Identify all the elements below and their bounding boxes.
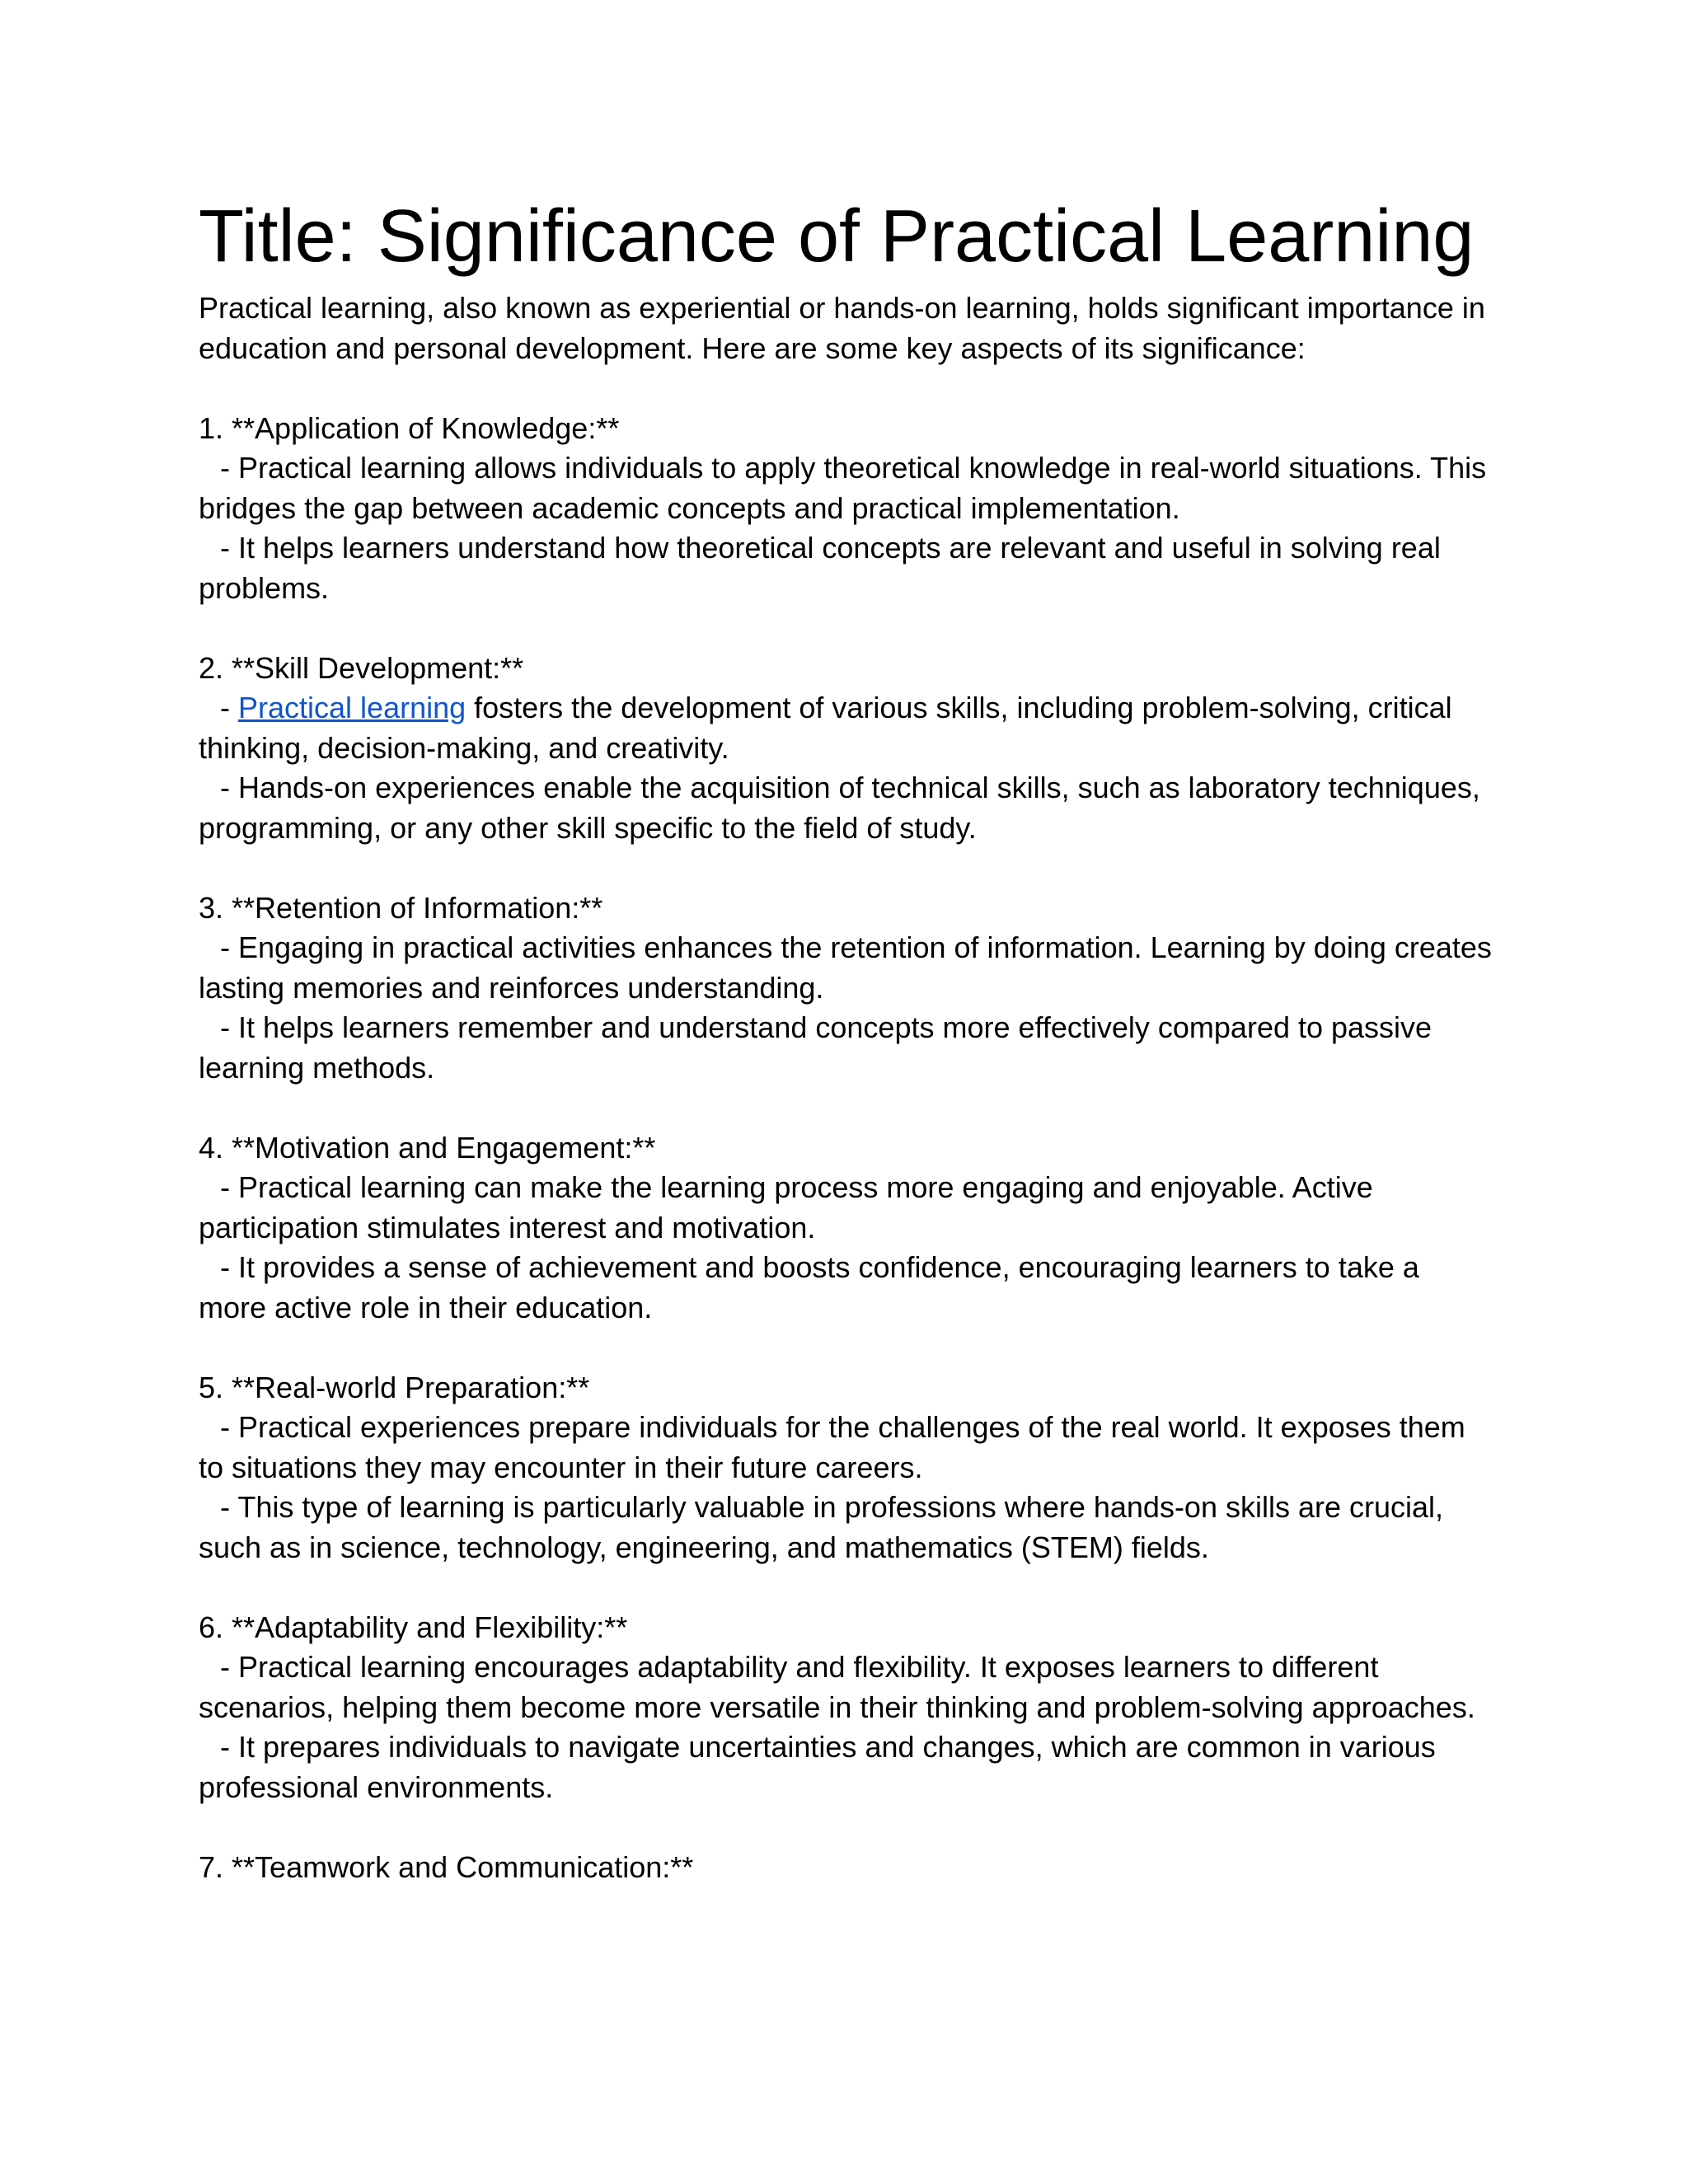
section-adaptability-and-flexibility — [199, 1608, 1493, 1808]
section-heading: 3. **Retention of Information:** — [199, 890, 603, 925]
bullet-item: - It prepares individuals to navigate uncertainties and changes, which are common in various professional environments. — [199, 1730, 1436, 1804]
section-motivation-and-engagement — [199, 1128, 1493, 1329]
bullet-item: - Hands-on experiences enable the acquisition of technical skills, such as laboratory techniques, programming, or any other skill specific to the field of study. — [199, 771, 1480, 845]
section-application-of-knowledge — [199, 409, 1493, 609]
section-heading: 7. **Teamwork and Communication:** — [199, 1849, 694, 1884]
bullet-item: - It helps learners remember and understand concepts more effectively compared to passive learning methods. — [199, 1010, 1432, 1085]
section-heading: 4. **Motivation and Engagement:** — [199, 1130, 656, 1165]
bullet-item: - It helps learners understand how theoretical concepts are relevant and useful in solving real problems. — [199, 531, 1441, 605]
section-teamwork-and-communication — [199, 1848, 1493, 1888]
bullet-item: - Practical learning encourages adaptability and flexibility. It exposes learners to different scenarios, helping them become more versatile in their thinking and problem-solving approaches. — [199, 1650, 1475, 1724]
section-skill-development — [199, 649, 1493, 849]
section-retention-of-information — [199, 888, 1493, 1089]
bullet-item: - Practical learning can make the learning process more engaging and enjoyable. Active participation stimulates interest and motivation. — [199, 1170, 1373, 1244]
section-heading: 2. **Skill Development:** — [199, 650, 524, 685]
bullet-item: - Practical learning allows individuals to apply theoretical knowledge in real-world situations. This bridges the gap between academic concepts and practical implementation. — [199, 451, 1487, 525]
section-heading: 1. **Application of Knowledge:** — [199, 410, 620, 445]
document-page — [199, 191, 1493, 1887]
section-heading: 6. **Adaptability and Flexibility:** — [199, 1610, 628, 1644]
bullet-prefix: - — [220, 691, 238, 724]
practical-learning-link[interactable]: Practical learning — [238, 691, 467, 724]
section-real-world-preparation — [199, 1368, 1493, 1568]
bullet-item — [199, 688, 1493, 768]
bullet-item: - It provides a sense of achievement and boosts confidence, encouraging learners to take a more active role in their education. — [199, 1250, 1419, 1324]
bullet-text: fosters the development of various skills, including problem-solving, critical thinking, decision-making, and creativity. — [199, 691, 1452, 765]
section-heading: 5. **Real-world Preparation:** — [199, 1370, 590, 1404]
intro-paragraph: Practical learning, also known as experiential or hands-on learning, holds significant importance in education and personal development. Here are some key aspects of its significance: — [199, 291, 1485, 365]
bullet-item: - Practical experiences prepare individuals for the challenges of the real world. It exposes them to situations they may encounter in their future careers. — [199, 1410, 1465, 1484]
bullet-item: - Engaging in practical activities enhances the retention of information. Learning by doing creates lasting memories and reinforces understanding. — [199, 930, 1492, 1005]
bullet-item: - This type of learning is particularly valuable in professions where hands-on skills are crucial, such as in science, technology, engineering, and mathematics (STEM) fields. — [199, 1490, 1444, 1564]
document-title: Title: Significance of Practical Learning — [199, 195, 1475, 278]
